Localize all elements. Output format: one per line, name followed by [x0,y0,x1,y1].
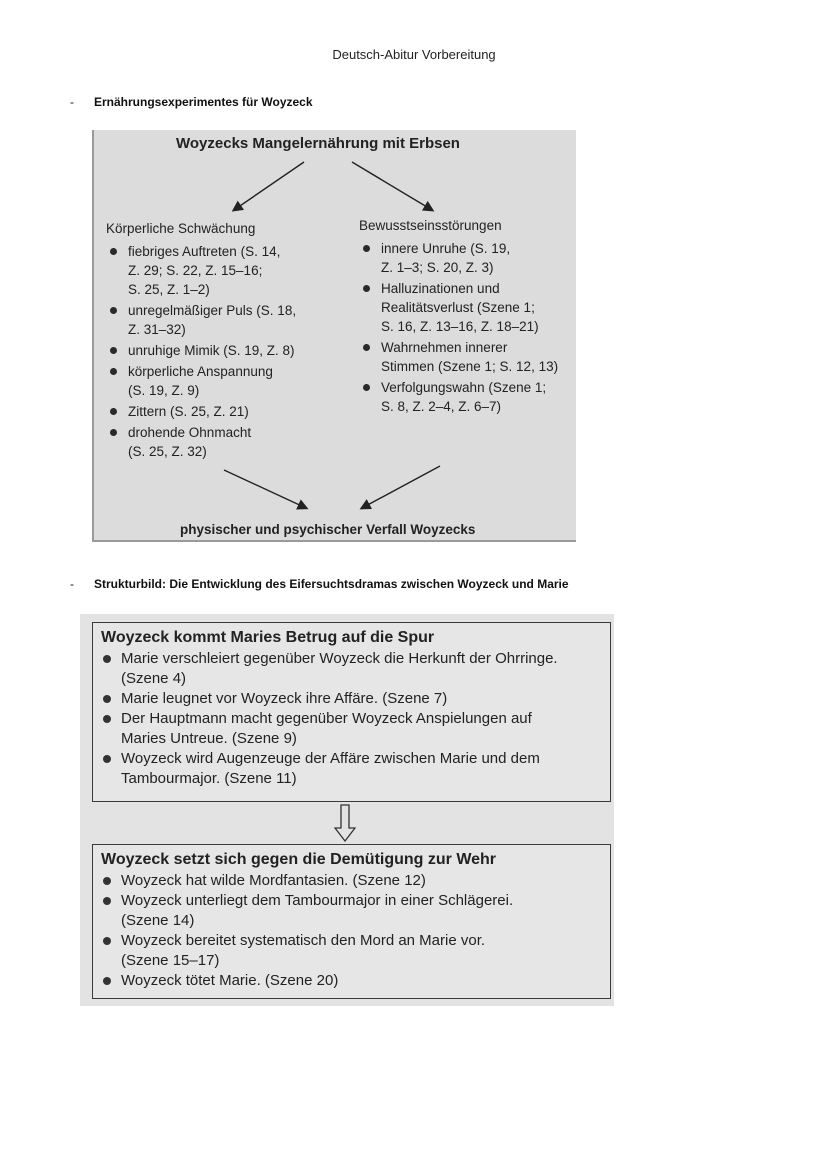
list-item-line: innere Unruhe (S. 19, [381,241,511,256]
list-item [101,709,602,749]
left-column-title: Körperliche Schwächung [106,221,256,236]
section-heading-structure [70,577,569,591]
list-item [101,649,602,689]
arrow-to-left [234,162,304,210]
right-column-title: Bewusstseinsstörungen [359,218,502,233]
list-item-line: Z. 29; S. 22, Z. 15–16; [128,263,263,278]
list-item [359,378,574,416]
list-item-line: körperliche Anspannung [128,364,273,379]
section-heading-nutrition [70,95,313,109]
list-item [106,301,331,339]
list-item-line: Zittern (S. 25, Z. 21) [128,404,249,419]
list-item-line: Woyzeck hat wilde Mordfantasien. (Szene 12) [121,872,426,889]
list-item-line: S. 8, Z. 2–4, Z. 6–7) [381,399,502,414]
list-item-line: Realitätsverlust (Szene 1; [381,300,535,315]
list-item-line: Woyzeck tötet Marie. (Szene 20) [121,972,339,989]
list-item-line: Marie verschleiert gegenüber Woyzeck die Herkunft der Ohrringe. [121,650,558,667]
list-item-line: (Szene 15–17) [121,952,220,969]
list-item-line: Verfolgungswahn (Szene 1; [381,380,547,395]
diagram-conclusion: physischer und psychischer Verfall Woyzecks [180,522,476,537]
list-item-line: drohende Ohnmacht [128,425,252,440]
list-item [106,242,331,299]
box-list [101,871,602,991]
section-heading-text: Ernährungsexperimentes für Woyzeck [94,95,313,109]
left-symptom-list [106,242,331,463]
list-item-line: fiebriges Auftreten (S. 14, [128,244,281,259]
box-retaliation [92,844,611,999]
box-title: Woyzeck kommt Maries Betrug auf die Spur [101,629,435,646]
section-heading-text: Strukturbild: Die Entwicklung des Eifersuchtsdramas zwischen Woyzeck und Marie [94,577,569,591]
list-item [359,279,574,336]
list-item-line: Der Hauptmann macht gegenüber Woyzeck Anspielungen auf [121,710,532,727]
hollow-down-arrow-icon [334,804,356,842]
list-item [101,871,602,891]
arrow-from-left [224,470,306,508]
list-item-line: (Szene 4) [121,670,187,687]
list-item [101,891,602,931]
list-item [106,402,331,421]
list-item-line: (S. 25, Z. 32) [128,444,207,459]
list-item-line: (Szene 14) [121,912,195,929]
right-symptom-list [359,239,574,418]
list-item [106,362,331,400]
dash: - [70,95,74,109]
list-item [101,971,602,991]
list-item [359,338,574,376]
list-item [101,689,602,709]
list-item-line: Tambourmajor. (Szene 11) [121,770,297,787]
list-item-line: S. 25, Z. 1–2) [128,282,210,297]
list-item-line: Wahrnehmen innerer [381,340,508,355]
list-item [359,239,574,277]
arrow-to-right [352,162,432,210]
list-item-line: Halluzinationen und [381,281,500,296]
page-header: Deutsch-Abitur Vorbereitung [332,47,496,62]
list-item-line: (S. 19, Z. 9) [128,383,200,398]
box-betrayal [92,622,611,802]
list-item [106,423,331,461]
list-item-line: S. 16, Z. 13–16, Z. 18–21) [381,319,539,334]
list-item [106,341,331,360]
list-item-line: Woyzeck unterliegt dem Tambourmajor in einer Schlägerei. [121,892,514,909]
list-item [101,749,602,789]
list-item-line: Marie leugnet vor Woyzeck ihre Affäre. (Szene 7) [121,690,448,707]
list-item-line: Woyzeck bereitet systematisch den Mord an Marie vor. [121,932,486,949]
diagram-title: Woyzecks Mangelernährung mit Erbsen [176,135,460,152]
box-title: Woyzeck setzt sich gegen die Demütigung zur Wehr [101,851,497,868]
list-item-line: Woyzeck wird Augenzeuge der Affäre zwischen Marie und dem [121,750,540,767]
malnutrition-diagram [92,130,576,542]
jealousy-structure-diagram [80,614,614,1006]
list-item-line: Z. 31–32) [128,322,186,337]
list-item-line: Stimmen (Szene 1; S. 12, 13) [381,359,559,374]
dash: - [70,577,74,591]
list-item-line: Z. 1–3; S. 20, Z. 3) [381,260,494,275]
arrow-from-right [362,466,440,508]
list-item-line: unruhige Mimik (S. 19, Z. 8) [128,343,295,358]
list-item [101,931,602,971]
list-item-line: Maries Untreue. (Szene 9) [121,730,297,747]
list-item-line: unregelmäßiger Puls (S. 18, [128,303,297,318]
box-list [101,649,602,789]
